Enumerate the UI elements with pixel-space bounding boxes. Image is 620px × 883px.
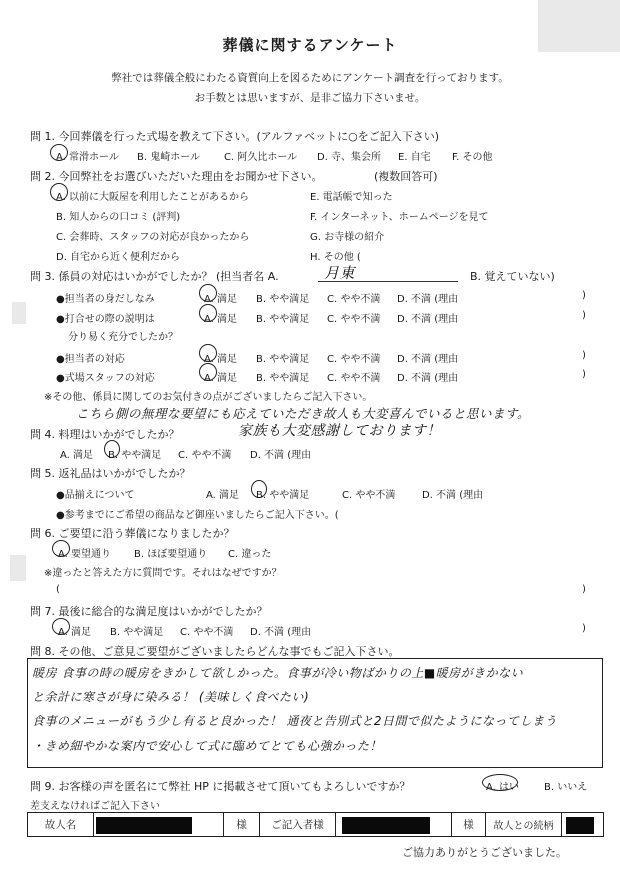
q4-option-a: A. 満足 bbox=[60, 450, 94, 461]
q3-row4-b: B. やや満足 bbox=[256, 373, 310, 384]
q7-option-a: A. 満足 bbox=[58, 627, 92, 638]
q3-row3-close: ) bbox=[582, 350, 586, 361]
q3-note: ※その他、係員に関してのお気付きの点がございましたらご記入下さい。 bbox=[44, 392, 373, 403]
respondent-info-table bbox=[27, 812, 604, 837]
q3-row4-close: ) bbox=[582, 369, 586, 380]
relation-value bbox=[562, 813, 604, 837]
q3-item-explanation: ●打合せの際の説明は bbox=[56, 314, 155, 325]
q3-row3-c: C. やや不満 bbox=[327, 354, 381, 365]
q6-option-a: A. 要望通り bbox=[58, 549, 112, 560]
q3-row4-d: D. 不満 (理由 bbox=[397, 373, 459, 384]
q1-option-a: A. 常滑ホール bbox=[56, 152, 119, 163]
relation-label: 故人との続柄 bbox=[486, 813, 562, 837]
q1-option-d: D. 寺、集会所 bbox=[317, 152, 382, 163]
redacted-writer-name bbox=[342, 817, 430, 834]
q3-item-appearance: ●担当者の身だしなみ bbox=[56, 294, 155, 305]
q3-row3-a: A. 満足 bbox=[204, 354, 238, 365]
q5-item: ●品揃えについて bbox=[56, 490, 135, 501]
q9-note: 差支えなければご記入下さい bbox=[30, 801, 160, 812]
q1-option-f: F. その他 bbox=[452, 152, 493, 163]
q8-line-1: 暖房 食事の時の暖房をきかして欲しかった。食事が冷い物ばかりの上■暖房がきかない bbox=[32, 666, 524, 680]
redacted-relation bbox=[566, 817, 594, 834]
deceased-name-value bbox=[94, 813, 224, 837]
q3-row4-a: A. 満足 bbox=[204, 373, 238, 384]
q6-option-c: C. 違った bbox=[228, 549, 272, 560]
sama-2: 様 bbox=[452, 813, 486, 837]
q3-item-venue-staff: ●式場スタッフの対応 bbox=[56, 373, 155, 384]
page-title: 葬儀に関するアンケート bbox=[222, 36, 398, 54]
q1-option-e: E. 自宅 bbox=[398, 152, 431, 163]
q4-question: 問 4. 料理はいかがでしたか？ bbox=[30, 428, 180, 441]
q3-row4-c: C. やや不満 bbox=[327, 373, 381, 384]
scan-mark-left-2 bbox=[10, 555, 26, 581]
q6-open-paren: ( bbox=[56, 584, 60, 595]
q6-close-paren: ) bbox=[582, 584, 586, 595]
intro-line-1: 弊社では葬儀全般にわたる資質向上を図るためにアンケート調査を行っております。 bbox=[111, 72, 509, 84]
sama-1: 様 bbox=[224, 813, 260, 837]
q8-question: 問 8. その他、ご意見ご要望がございましたらどんな事でもご記入下さい。 bbox=[30, 645, 400, 658]
scan-mark-left bbox=[12, 302, 26, 324]
q1-option-b: B. 鬼崎ホール bbox=[137, 152, 201, 163]
q4-option-b: B. やや満足 bbox=[108, 450, 162, 461]
q2-option-h: H. その他 ( bbox=[310, 252, 361, 263]
deceased-name-label: 故人名 bbox=[28, 813, 94, 837]
q6-option-b: B. ほぼ要望通り bbox=[134, 549, 208, 560]
q5-question: 問 5. 返礼品はいかがでしたか？ bbox=[30, 467, 191, 480]
q2-option-f: F. インターネット、ホームページを見て bbox=[310, 212, 489, 223]
q3-row2-c: C. やや不満 bbox=[327, 314, 381, 325]
thanks-message: ご協力ありがとうございました。 bbox=[402, 846, 567, 859]
q3-item-explanation-2: 分り易く充分でしたか？ bbox=[68, 332, 178, 343]
q9-option-b: B. いいえ bbox=[544, 782, 588, 793]
q3-row2-a: A. 満足 bbox=[204, 314, 238, 325]
q2-question: 問 2. 今回弊社をお選びいただいた理由をお聞かせ下さい。 bbox=[30, 170, 323, 183]
q3-question: 問 3. 係員の対応はいかがでしたか？ (担当者名 A. bbox=[30, 270, 279, 283]
q6-question: 問 6. ご要望に沿う葬儀になりましたか？ bbox=[30, 527, 235, 540]
q3-staff-underline bbox=[318, 281, 458, 282]
q1-question: 問 1. 今回葬儀を行った式場を教えて下さい。(アルファベットに○をご記入下さい) bbox=[30, 130, 440, 143]
q8-line-3: 食事のメニューがもう少し有ると良かった！ 通夜と告別式と2日間で似たようになってしまう bbox=[32, 714, 557, 728]
intro-line-2: お手数とは思いますが、是非ご協力下さいませ。 bbox=[194, 92, 426, 104]
q4-option-d: D. 不満 (理由 bbox=[250, 450, 312, 461]
q5-note: ●参考までにご希望の商品など御座いましたらご記入下さい。( bbox=[56, 510, 339, 521]
q3-handwritten-comment: こちら側の無理な要望にも応えていただき故人も大変喜んでいると思います。 bbox=[76, 406, 531, 421]
q9-question: 問 9. お客様の声を匿名にて弊社 HP に掲載させて頂いてもよろしいですか？ bbox=[30, 780, 411, 793]
q1-option-c: C. 阿久比ホール bbox=[224, 152, 298, 163]
q3-row3-b: B. やや満足 bbox=[256, 354, 310, 365]
q2-note: (複数回答可) bbox=[374, 170, 438, 183]
q3-staff-name-handwritten: 月東 bbox=[324, 264, 356, 282]
q2-option-g: G. お寺様の紹介 bbox=[310, 232, 385, 243]
q7-close-paren: ) bbox=[582, 623, 586, 634]
q3-row1-d: D. 不満 (理由 bbox=[397, 294, 459, 305]
q2-option-d: D. 自宅から近く便利だから bbox=[56, 252, 181, 263]
q3-row1-close: ) bbox=[582, 290, 586, 301]
q8-line-2: と余計に寒さが身に染みる！ (美味しく食べたい) bbox=[32, 690, 310, 704]
q5-option-b: B. やや満足 bbox=[256, 490, 310, 501]
q6-note: ※違ったと答えた方に質問です。それはなぜですか？ bbox=[44, 568, 282, 579]
q2-option-c: C. 会葬時、スタッフの対応が良かったから bbox=[56, 232, 250, 243]
q3-row1-c: C. やや不満 bbox=[327, 294, 381, 305]
q8-line-4: ・きめ細やかな案内で安心して式に臨めてとても心強かった！ bbox=[32, 739, 383, 753]
q3-staff-b: B. 覚えていない) bbox=[470, 270, 555, 283]
q3-row3-d: D. 不満 (理由 bbox=[397, 354, 459, 365]
q5-option-a: A. 満足 bbox=[206, 490, 240, 501]
q5-option-c: C. やや不満 bbox=[342, 490, 396, 501]
writer-label: ご記入者様 bbox=[260, 813, 336, 837]
q2-option-a: A. 以前に大阪屋を利用したことがあるから bbox=[56, 192, 250, 203]
q5-option-d: D. 不満 (理由 bbox=[422, 490, 484, 501]
q3-row1-a: A. 満足 bbox=[204, 294, 238, 305]
q3-row2-close: ) bbox=[582, 310, 586, 321]
redacted-deceased-name bbox=[96, 817, 192, 834]
q4-handwritten-comment: 家族も大変感謝しております！ bbox=[238, 423, 441, 439]
q2-option-b: B. 知人からの口コミ (評判) bbox=[56, 212, 181, 223]
q3-item-staff-response: ●担当者の対応 bbox=[56, 354, 125, 365]
q7-question: 問 7. 最後に総合的な満足度はいかがでしたか？ bbox=[30, 605, 268, 618]
q7-option-b: B. やや満足 bbox=[110, 627, 164, 638]
q2-option-e: E. 電話帳で知った bbox=[310, 192, 393, 203]
q3-row1-b: B. やや満足 bbox=[256, 294, 310, 305]
q3-row2-b: B. やや満足 bbox=[256, 314, 310, 325]
q3-row2-d: D. 不満 (理由 bbox=[397, 314, 459, 325]
q9-option-a: A. はい bbox=[486, 782, 520, 793]
q4-option-c: C. やや不満 bbox=[178, 450, 232, 461]
q7-option-d: D. 不満 (理由 bbox=[250, 627, 312, 638]
writer-name-value bbox=[336, 813, 452, 837]
q7-option-c: C. やや不満 bbox=[180, 627, 234, 638]
